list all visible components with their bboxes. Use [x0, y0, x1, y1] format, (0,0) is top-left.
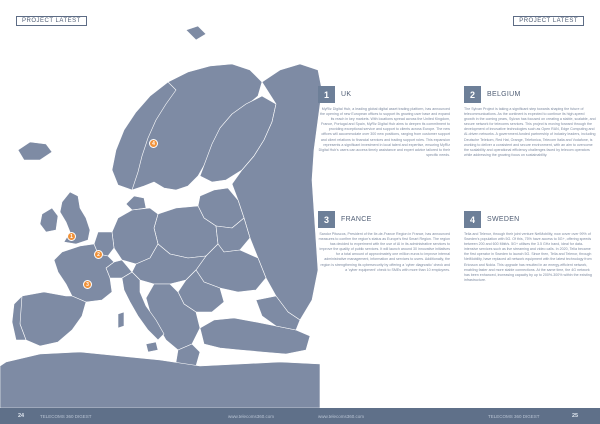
publication-name-right: TELECOMS 360 DIGEST — [488, 413, 540, 419]
map-region-denmark — [126, 196, 146, 210]
map-marker-uk: 1 — [67, 232, 76, 241]
project-latest-tag-right: PROJECT LATEST — [513, 16, 584, 26]
section-text-france: Sandor Pituscos, President of the Ile-de-France Region in France, has announced measures to confirm the region's status as Europe's first Smart Region. The region has decided to experiment with the use of AI in its administrative services to improve the quality of public services. It will launch around 30 innovative initiatives for a total amount of approximately one million euros to improve internal administrative management, information and services to users. Additionally, the region is strengthening its cybersecurity by offering a 'cyber diagnostic' check and a 'cyber equipment' check to SMEs with more than 10 employees. — [318, 232, 450, 272]
map-region-north-africa — [0, 352, 320, 408]
map-marker-belgium: 2 — [94, 250, 103, 259]
map-marker-sweden: 4 — [149, 139, 158, 148]
section-text-sweden: Telia and Telenor, through their joint venture NetMobility, now cover over 99% of Sweden's population with 5G. Of this, 75% have access to 5G+, offering speeds between 200 and 600 Mbit/s. 5G+ utilises the 3.5 GHz band, ideal for data-intensive services such as live streaming and video calls. In 2020, Telia became the first operator in Sweden to launch 5G. Since then, Telia and Telenor, through NetMobility, have replaced all network equipment with the latest technology from Ericsson and Nokia. This upgrade has resulted in an energy-efficient network, enabling faster and more stable connections. At the same time, the 4G network has been enhanced, increasing capacity by up to 200%-300% within the existing infrastructure. — [464, 232, 592, 282]
map-region-sardinia — [118, 312, 124, 328]
map-region-sicily — [146, 342, 158, 352]
section-title-belgium: BELGIUM — [487, 91, 521, 98]
section-number-uk: 1 — [318, 86, 335, 103]
section-sweden — [464, 211, 596, 283]
section-text-belgium: The Sylvan Project is taking a significant step towards shaping the future of telecommunications. As the continent is expected to continue its high-speed growth in the coming years, Sylvan has focused on creating a stable, scalable, and secure network for telecoms services. This project is moving forward through the development of innovative technologies such as Open RAN, Edge Computing and AI-driven networks. A government-funded partnership of industry leaders, including Deutsche Telekom, Red Hat, Orange, Telefonica, Telecom Italia and Vodafone, is working to deliver a consistent and secure environment, with an aim to overcome the scalability and operational efficiency challenges faced by telecom operators while addressing the growing focus on sustainability. — [464, 107, 596, 157]
page-number-left: 24 — [18, 413, 25, 419]
section-uk — [318, 86, 450, 158]
map-region-spain — [18, 292, 86, 346]
map-region-iceland — [18, 142, 52, 160]
page-footer — [0, 408, 600, 424]
map-marker-france: 3 — [83, 280, 92, 289]
map-region-ireland — [40, 208, 58, 232]
map-region-svalbard — [186, 26, 206, 40]
page-number-right: 25 — [572, 413, 579, 419]
section-title-uk: UK — [341, 91, 352, 98]
section-belgium — [464, 86, 596, 158]
website-right: www.telecoms360.com — [318, 413, 365, 419]
project-latest-tag-left: PROJECT LATEST — [16, 16, 87, 26]
publication-name-left: TELECOMS 360 DIGEST — [40, 413, 92, 419]
section-france — [318, 211, 450, 273]
section-title-sweden: SWEDEN — [487, 216, 520, 223]
website-left: www.telecoms360.com — [228, 413, 275, 419]
section-number-belgium: 2 — [464, 86, 481, 103]
section-number-france: 3 — [318, 211, 335, 228]
section-number-sweden: 4 — [464, 211, 481, 228]
section-text-uk: MyRiz Digital Hub, a leading global digital asset trading platform, has announced the opening of new European offices to support its growing user base and expand its reach in key markets. With locations spread across the United Kingdom, France, Portugal and Spain, MyRiz Digital Hub aims to deepen its commitment to providing exceptional service and support to clients across Europe. The new offices will accommodate over 300 new positions, ranging from customer support and client relations to financial services and trading support roles. This expansion represents a significant investment in local talent and expertise, ensuring MyRiz Digital Hub's users can access timely assistance and expert advice tailored to their specific needs. — [318, 107, 450, 157]
section-title-france: FRANCE — [341, 216, 372, 223]
